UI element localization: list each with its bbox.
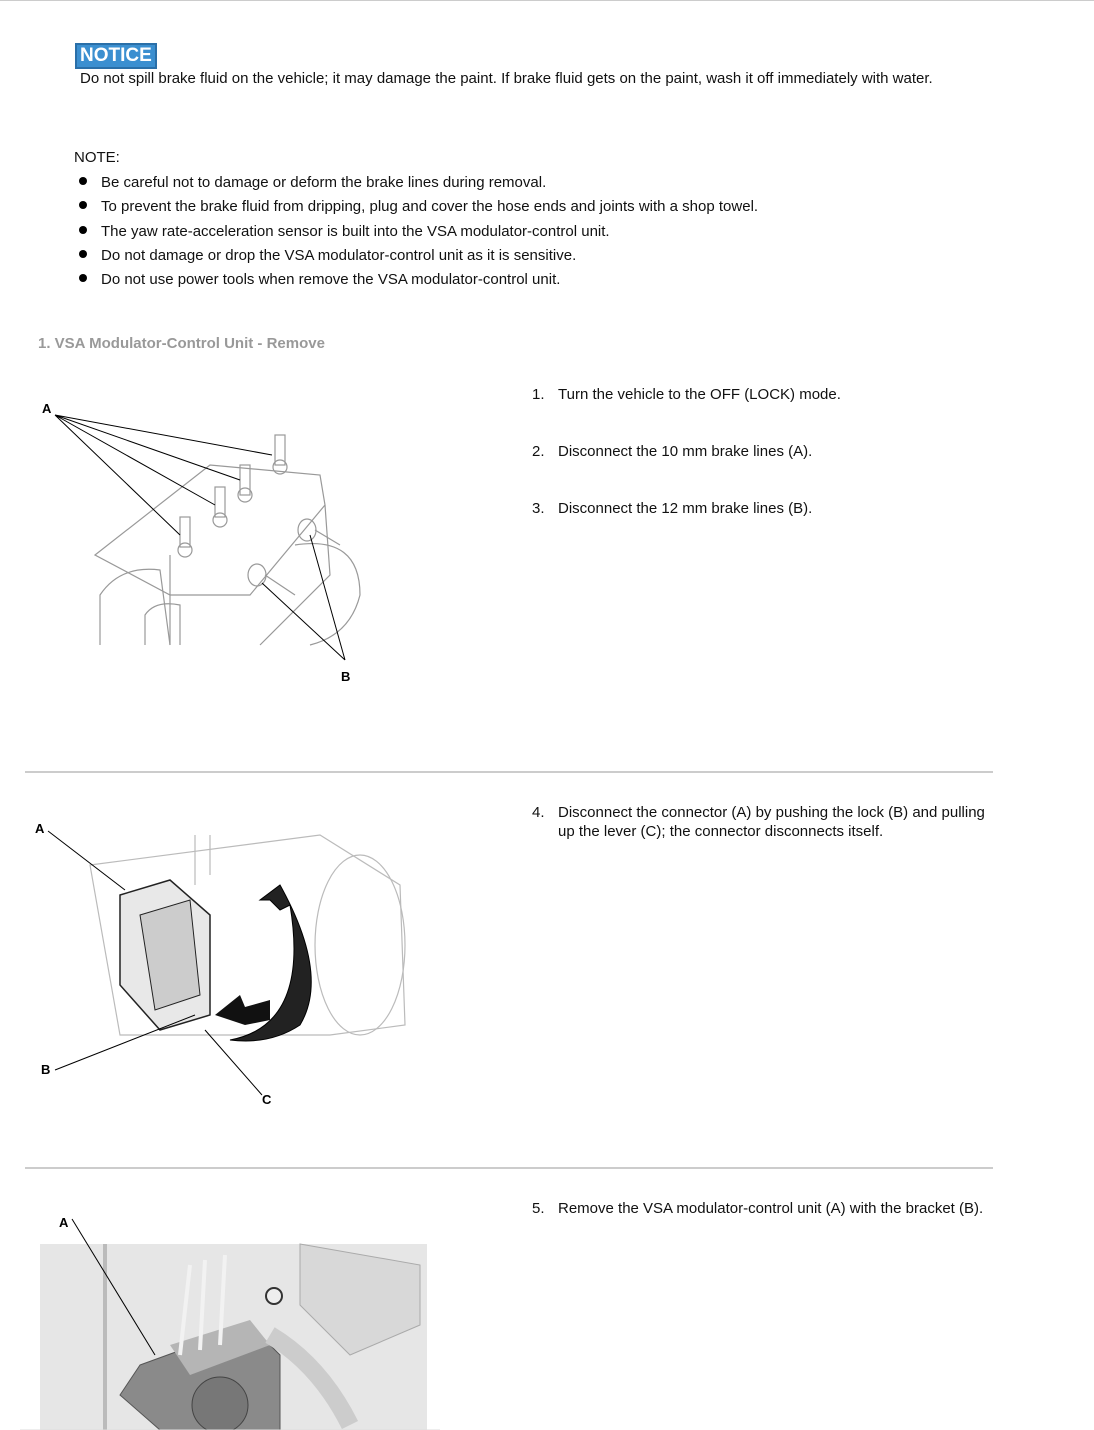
list-item (78, 223, 758, 247)
step-number: 5. (532, 1200, 545, 1217)
label-b: B (341, 669, 351, 684)
figure-connector (30, 815, 430, 1115)
bullet-icon (79, 226, 87, 234)
notice-badge: NOTICE (75, 43, 157, 69)
list-item (78, 271, 758, 295)
note-text: Be careful not to damage or deform the brake lines during removal. (101, 174, 547, 191)
note-text: The yaw rate-acceleration sensor is built into the VSA modulator-control unit. (101, 222, 610, 240)
step-5 (532, 1199, 992, 1218)
bullet-icon (79, 201, 87, 209)
top-border (0, 0, 1094, 1)
step-text: Remove the VSA modulator-control unit (A) with the bracket (B). (558, 1200, 984, 1217)
bullet-icon (79, 250, 87, 258)
bullet-icon (79, 274, 87, 282)
step-4 (532, 803, 992, 841)
divider (25, 1167, 993, 1169)
step-text: Disconnect the connector (A) by pushing the lock (B) and pulling up the lever (C); the connector disconnects itself. (558, 804, 985, 840)
label-b: B (41, 1062, 51, 1077)
label-a: A (35, 821, 45, 836)
figure-modulator-photo (20, 1205, 440, 1430)
label-a: A (42, 401, 52, 416)
bullet-icon (79, 177, 87, 185)
note-list (78, 174, 758, 295)
step-text: Disconnect the 10 mm brake lines (A). (558, 443, 813, 460)
list-item (78, 174, 758, 198)
divider (25, 771, 993, 773)
note-text: Do not damage or drop the VSA modulator-control unit as it is sensitive. (101, 246, 577, 264)
label-c: C (262, 1092, 272, 1107)
step-number: 1. (532, 386, 545, 403)
list-item (78, 198, 758, 222)
step-text: Disconnect the 12 mm brake lines (B). (558, 500, 813, 517)
list-item (78, 247, 758, 271)
section-title: 1. VSA Modulator-Control Unit - Remove (38, 335, 325, 352)
step-3 (532, 499, 992, 518)
step-text: Turn the vehicle to the OFF (LOCK) mode. (558, 386, 841, 403)
note-text: To prevent the brake fluid from dripping, plug and cover the hose ends and joints with a shop towel. (101, 198, 759, 216)
label-a: A (59, 1215, 69, 1230)
note-label: NOTE: (74, 149, 120, 166)
step-number: 2. (532, 443, 545, 460)
notice-text: Do not spill brake fluid on the vehicle; it may damage the paint. If brake fluid gets on the paint, wash it off immediately with water. (80, 70, 933, 87)
step-2 (532, 442, 992, 461)
figure-brake-lines (30, 395, 430, 695)
step-1 (532, 385, 992, 404)
step-number: 3. (532, 500, 545, 517)
note-text: Do not use power tools when remove the VSA modulator-control unit. (101, 271, 561, 289)
step-number: 4. (532, 804, 545, 821)
